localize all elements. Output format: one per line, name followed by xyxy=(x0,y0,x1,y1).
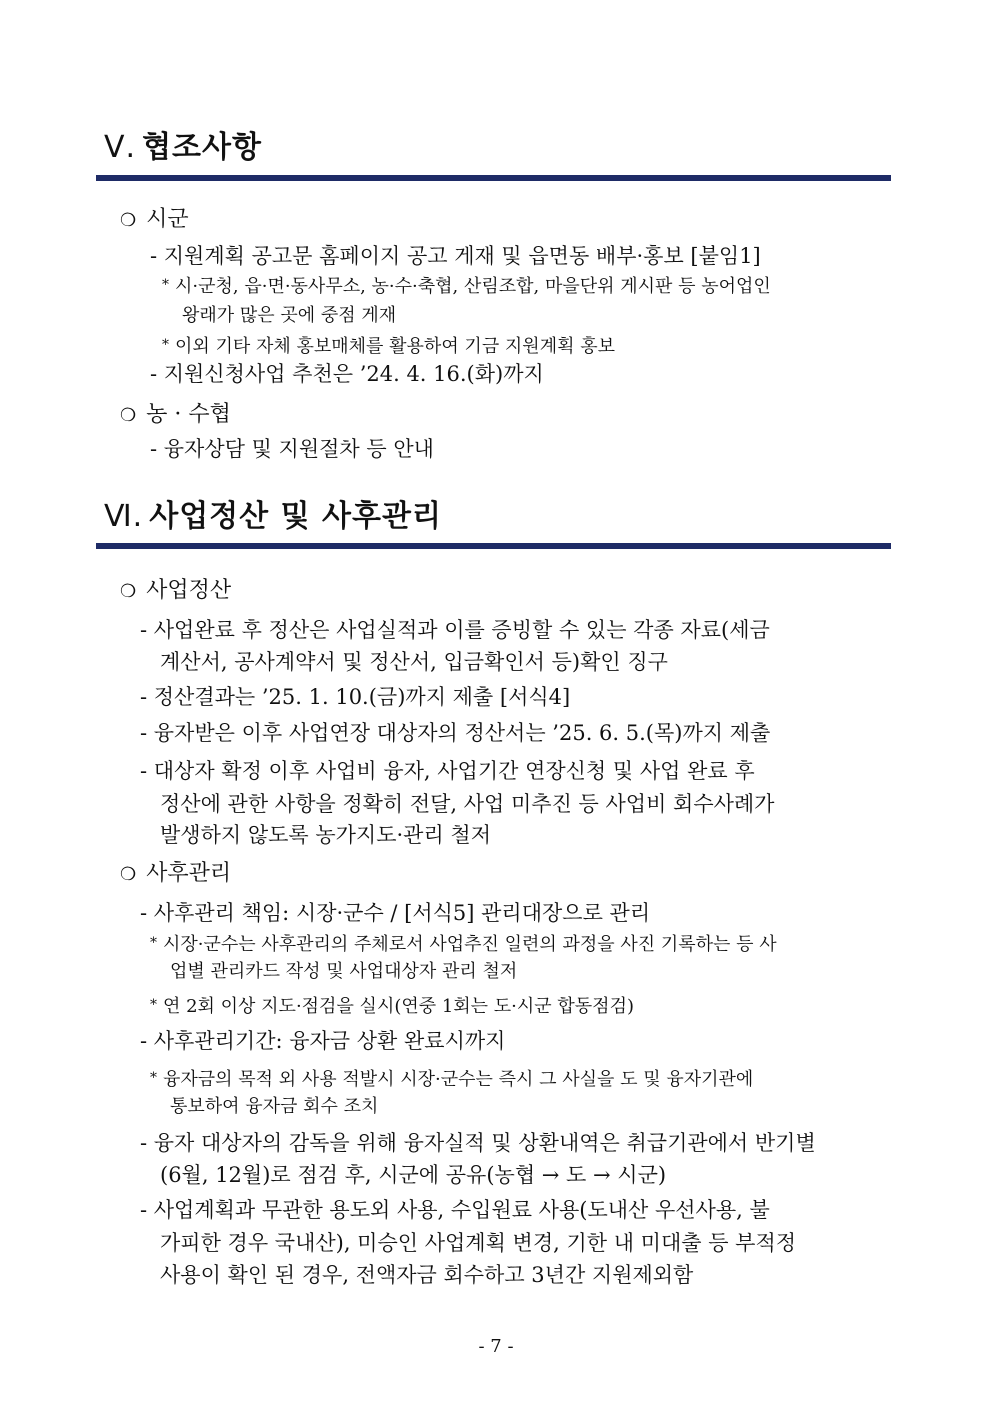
note-text: 이외 기타 자체 홍보매체를 활용하여 기금 지원계획 홍보 xyxy=(175,336,615,357)
dash-continuation: 계산서, 공사계약서 및 정산서, 입금확인서 등)확인 징구 xyxy=(160,650,668,674)
section-number: Ⅵ. xyxy=(104,499,144,534)
dash-item: - 융자 대상자의 감독을 위해 융자실적 및 상환내역은 취급기관에서 반기별 xyxy=(140,1131,816,1155)
circle-bullet-icon: ❍ xyxy=(120,405,137,426)
note-continuation: 왕래가 많은 곳에 중점 게재 xyxy=(182,305,397,326)
dash-continuation: 정산에 관한 사항을 정확히 전달, 사업 미추진 등 사업비 회수사례가 xyxy=(160,792,775,816)
note-item xyxy=(150,990,634,1022)
dash-item: - 사업계획과 무관한 용도외 사용, 수입원료 사용(도내산 우선사용, 불 xyxy=(140,1198,770,1222)
dash-item: - 사업완료 후 정산은 사업실적과 이를 증빙할 수 있는 각종 자료(세금 xyxy=(140,618,770,642)
note-item xyxy=(150,928,896,960)
asterisk-icon: * xyxy=(162,337,169,353)
bullet-heading xyxy=(120,398,231,433)
dash-item: - 정산결과는 ’25. 1. 10.(금)까지 제출 [서식4] xyxy=(140,685,571,709)
dash-item: - 사후관리기간: 융자금 상환 완료시까지 xyxy=(140,1029,506,1053)
bullet-heading xyxy=(120,203,189,238)
bullet-heading xyxy=(120,857,231,892)
bullet-heading-text: 사후관리 xyxy=(146,861,232,886)
bullet-heading xyxy=(120,574,231,609)
bullet-heading-text: 시군 xyxy=(146,207,189,232)
dash-item: - 사후관리 책임: 시장·군수 / [서식5] 관리대장으로 관리 xyxy=(140,901,651,925)
circle-bullet-icon: ❍ xyxy=(120,864,137,885)
note-continuation: 업별 관리카드 작성 및 사업대상자 관리 철저 xyxy=(170,961,518,982)
dash-item: - 지원신청사업 추천은 ’24. 4. 16.(화)까지 xyxy=(150,362,544,386)
section-title: 사업정산 및 사후관리 xyxy=(149,499,442,534)
asterisk-icon: * xyxy=(150,997,157,1013)
note-text: 시장·군수는 사후관리의 주체로서 사업추진 일련의 과정을 사진 기록하는 등 사 xyxy=(163,934,777,955)
section-heading-6 xyxy=(104,497,442,537)
section-heading-5 xyxy=(104,128,262,168)
section-title: 협조사항 xyxy=(142,130,262,165)
dash-item: - 대상자 확정 이후 사업비 융자, 사업기간 연장신청 및 사업 완료 후 xyxy=(140,759,755,783)
bullet-heading-text: 농 · 수협 xyxy=(146,402,231,427)
section-divider xyxy=(96,175,891,181)
note-text: 융자금의 목적 외 사용 적발시 시장·군수는 즉시 그 사실을 도 및 융자기관에 xyxy=(163,1069,754,1090)
note-item xyxy=(150,1063,896,1095)
asterisk-icon: * xyxy=(162,277,169,293)
note-text: 시·군청, 읍·면·동사무소, 농·수·축협, 산림조합, 마을단위 게시판 등 농어업인 xyxy=(175,276,771,297)
note-text: 연 2회 이상 지도·점검을 실시(연중 1회는 도·시군 합동점검) xyxy=(163,996,634,1017)
dash-continuation: (6월, 12월)로 점검 후, 시군에 공유(농협 → 도 → 시군) xyxy=(160,1163,667,1187)
note-continuation: 통보하여 융자금 회수 조치 xyxy=(170,1096,379,1117)
bullet-heading-text: 사업정산 xyxy=(146,578,232,603)
dash-item: - 지원계획 공고문 홈페이지 공고 게재 및 읍면동 배부·홍보 [붙임1] xyxy=(150,244,761,268)
note-item xyxy=(162,270,771,302)
dash-continuation: 발생하지 않도록 농가지도·관리 철저 xyxy=(160,823,491,847)
dash-continuation: 사용이 확인 된 경우, 전액자금 회수하고 3년간 지원제외함 xyxy=(160,1263,694,1287)
dash-continuation: 가피한 경우 국내산), 미승인 사업계획 변경, 기한 내 미대출 등 부적정 xyxy=(160,1231,797,1255)
dash-item: - 융자받은 이후 사업연장 대상자의 정산서는 ’25. 6. 5.(목)까지 제출 xyxy=(140,721,771,745)
circle-bullet-icon: ❍ xyxy=(120,581,137,602)
section-number: Ⅴ. xyxy=(104,130,137,165)
section-divider xyxy=(96,543,891,549)
asterisk-icon: * xyxy=(150,935,157,951)
page-number: - 7 - xyxy=(478,1336,514,1357)
circle-bullet-icon: ❍ xyxy=(120,210,137,231)
asterisk-icon: * xyxy=(150,1070,157,1086)
dash-item: - 융자상담 및 지원절차 등 안내 xyxy=(150,437,434,461)
